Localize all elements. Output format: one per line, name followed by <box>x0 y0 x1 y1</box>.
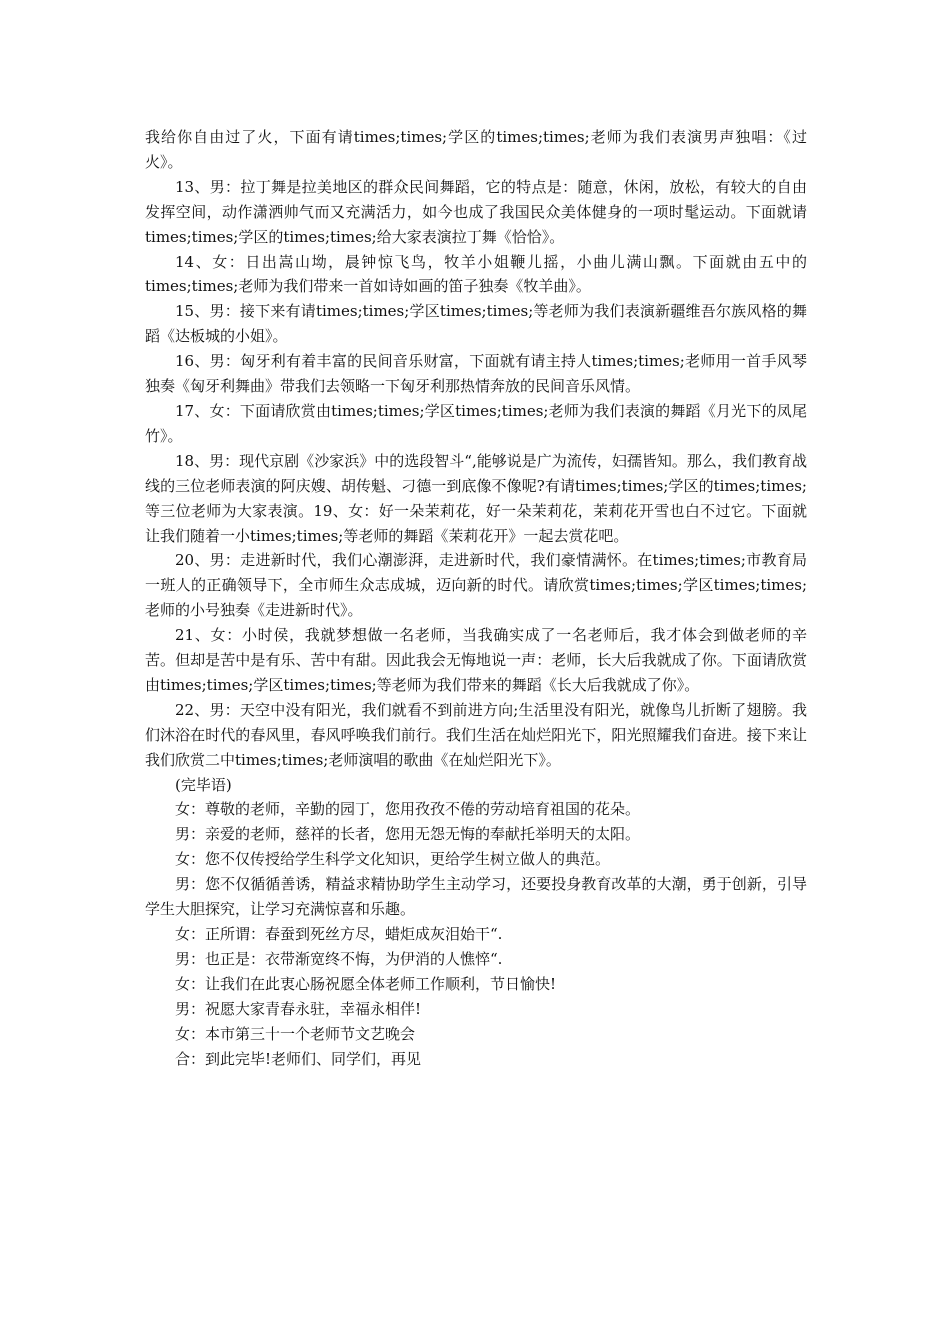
closing-line-8: 男：祝愿大家青春永驻，幸福永相伴! <box>175 999 422 1018</box>
closing-line-6: 男：也正是：衣带渐宽终不悔，为伊消的人憔悴“. <box>175 949 503 968</box>
closing-heading: (完毕语) <box>175 775 232 794</box>
paragraph-16: 16、男：匈牙利有着丰富的民间音乐财富，下面就有请主持人times;times;老师用一首手风琴独奏《匈牙利舞曲》带我们去领略一下匈牙利那热情奔放的民间音乐风情。 <box>145 352 807 396</box>
closing-line-4: 男：您不仅循循善诱，精益求精协助学生主动学习，还要投身教育改革的大潮，勇于创新，引导学生大胆探究，让学习充满惊喜和乐趣。 <box>145 875 807 919</box>
paragraph-20: 20、男：走进新时代，我们心潮澎湃，走进新时代，我们豪情满怀。在times;times;市教育局一班人的正确领导下，全市师生众志成城，迈向新的时代。请欣赏times;times;学区times;times;老师的小号独奏《走进新时代》。 <box>145 551 807 620</box>
closing-line-5: 女：正所谓：春蚕到死丝方尽，蜡炬成灰泪始干“. <box>175 925 503 943</box>
paragraph-15: 15、男：接下来有请times;times;学区times;times;等老师为我们表演新疆维吾尔族风格的舞蹈《达板城的小姐》。 <box>145 302 807 346</box>
paragraph-18-19: 18、男：现代京剧《沙家浜》中的选段智斗“,能够说是广为流传，妇孺皆知。那么，我们教育战线的三位老师表演的阿庆嫂、胡传魁、刁德一到底像不像呢?有请times;times;学区的times;times;等三位老师为大家表演。19、女：好一朵茉莉花，好一朵茉莉花，茉莉花开雪也白不过它。下面就让我们随着一小times;times;等老师的舞蹈《茉莉花开》一起去赏花吧。 <box>145 451 807 545</box>
document-body <box>145 125 807 1071</box>
closing-line-7: 女：让我们在此衷心肠祝愿全体老师工作顺利，节日愉快! <box>175 974 557 993</box>
closing-line-2: 男：亲爱的老师，慈祥的长者，您用无怨无悔的奉献托举明天的太阳。 <box>175 825 641 844</box>
closing-line-1: 女：尊敬的老师，辛勤的园丁，您用孜孜不倦的劳动培育祖国的花朵。 <box>175 800 641 819</box>
paragraph-14: 14、女：日出嵩山坳，晨钟惊飞鸟，牧羊小姐鞭儿摇，小曲儿满山飘。下面就由五中的times;times;老师为我们带来一首如诗如画的笛子独奏《牧羊曲》。 <box>145 252 807 296</box>
paragraph-17: 17、女：下面请欣赏由times;times;学区times;times;老师为我们表演的舞蹈《月光下的凤尾竹》。 <box>145 401 807 445</box>
paragraph-intro: 我给你自由过了火，下面有请times;times;学区的times;times;老师为我们表演男声独唱：《过火》。 <box>145 128 807 171</box>
closing-line-10: 合：到此完毕!老师们、同学们，再见 <box>175 1049 422 1068</box>
paragraph-21: 21、女：小时侯，我就梦想做一名老师，当我确实成了一名老师后，我才体会到做老师的辛苦。但却是苦中是有乐、苦中有甜。因此我会无悔地说一声：老师，长大后我就成了你。下面请欣赏由times;times;学区times;times;等老师为我们带来的舞蹈《长大后我就成了你》。 <box>145 626 807 694</box>
paragraph-22: 22、男：天空中没有阳光，我们就看不到前进方向;生活里没有阳光，就像鸟儿折断了翅膀。我们沐浴在时代的春风里，春风呼唤我们前行。我们生活在灿烂阳光下，阳光照耀我们奋进。接下来让我们欣赏二中times;times;老师演唱的歌曲《在灿烂阳光下》。 <box>145 700 807 769</box>
closing-line-9: 女：本市第三十一个老师节文艺晚会 <box>175 1024 416 1043</box>
paragraph-13: 13、男：拉丁舞是拉美地区的群众民间舞蹈，它的特点是：随意，休闲，放松，有较大的自由发挥空间，动作潇洒帅气而又充满活力，如今也成了我国民众美体健身的一项时髦运动。下面就请times;times;学区的times;times;给大家表演拉丁舞《恰恰》。 <box>145 177 807 246</box>
closing-line-3: 女：您不仅传授给学生科学文化知识，更给学生树立做人的典范。 <box>175 850 611 869</box>
